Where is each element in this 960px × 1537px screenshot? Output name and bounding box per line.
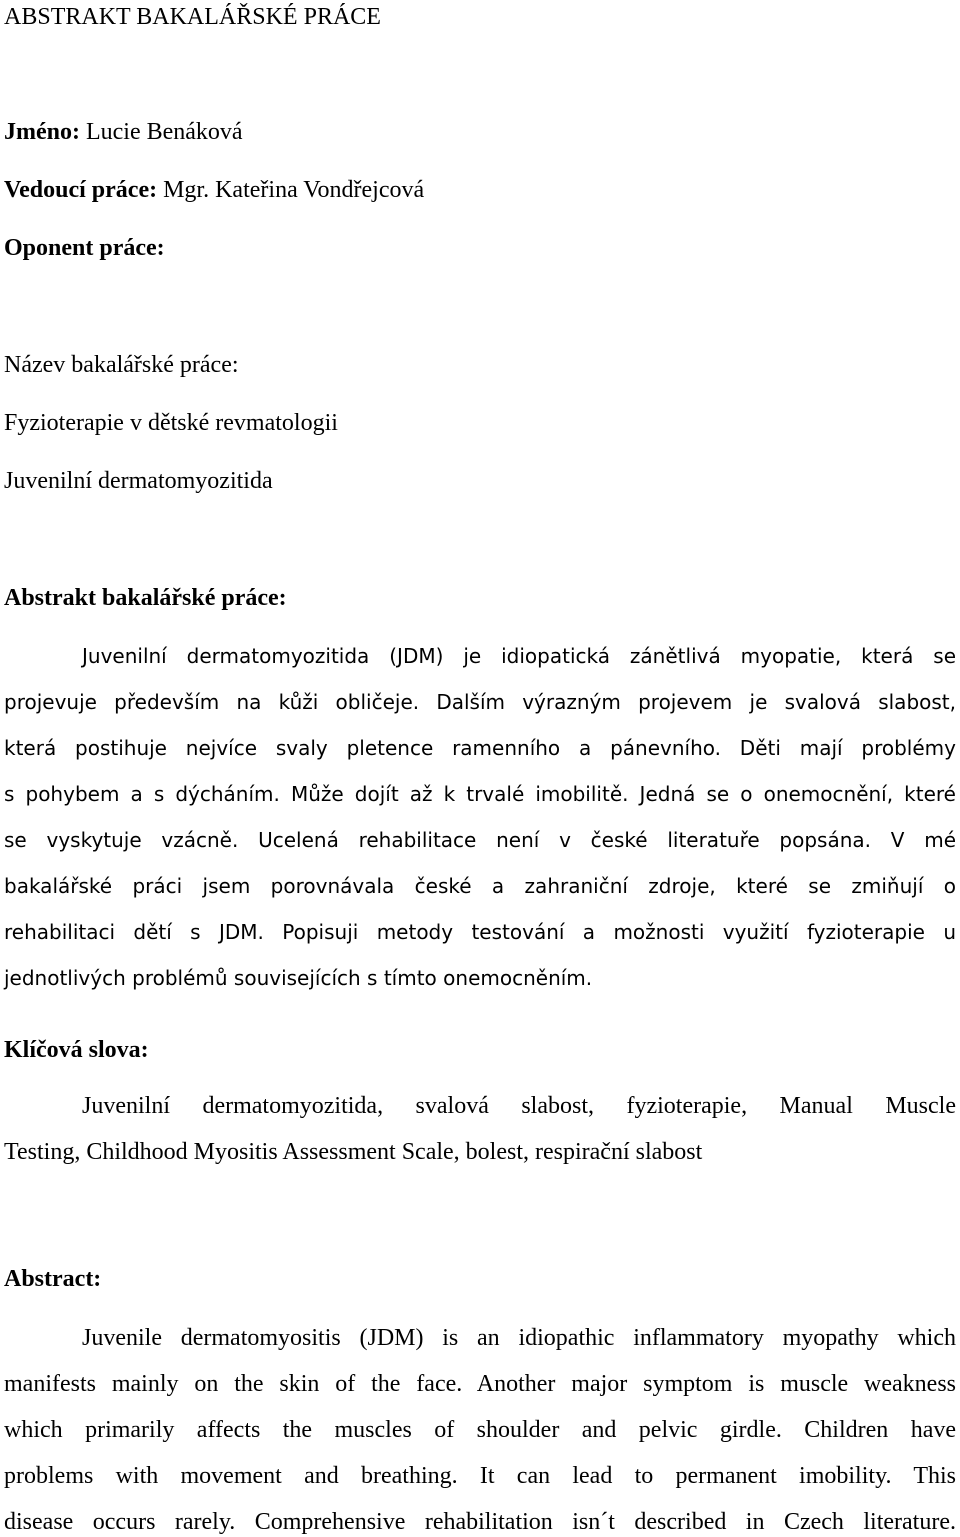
thesis-title-label: Název bakalářské práce:: [4, 352, 239, 378]
abstract-en-label: Abstract:: [4, 1266, 102, 1292]
paragraph-line: Juvenilní dermatomyozitida, svalová slabost, fyzioterapie, Manual Muscle: [82, 1093, 956, 1119]
paragraph-line: disease occurs rarely. Comprehensive rehabilitation isn´t described in Czech literature.: [4, 1509, 956, 1535]
paragraph-line: jednotlivých problémů souvisejících s tímto onemocněním.: [4, 966, 593, 990]
thesis-title-line: Fyzioterapie v dětské revmatologii: [4, 410, 338, 436]
supervisor-label: Vedoucí práce:: [4, 177, 158, 203]
thesis-subtitle-line: Juvenilní dermatomyozitida: [4, 468, 273, 494]
paragraph-line: která postihuje nejvíce svaly pletence ramenního a pánevního. Děti mají problémy: [4, 736, 956, 760]
paragraph-line: Juvenile dermatomyositis (JDM) is an idiopathic inflammatory myopathy which: [82, 1325, 956, 1351]
opponent-label: Oponent práce:: [4, 235, 165, 261]
paragraph-line: Juvenilní dermatomyozitida (JDM) je idiopatická zánětlivá myopatie, která se: [82, 644, 956, 668]
paragraph-line: se vyskytuje vzácně. Ucelená rehabilitace není v české literatuře popsána. V mé: [4, 828, 956, 852]
supervisor-name: Mgr. Kateřina Vondřejcová: [163, 177, 425, 203]
paragraph-line: bakalářské práci jsem porovnávala české a zahraniční zdroje, které se zmiňují o: [4, 874, 956, 898]
supervisor-row: [4, 178, 424, 202]
paragraph-line: rehabilitaci dětí s JDM. Popisuji metody testování a možnosti využití fyzioterapie u: [4, 920, 956, 944]
paragraph-line: projevuje především na kůži obličeje. Dalším výrazným projevem je svalová slabost,: [4, 690, 956, 714]
author-name: Lucie Benáková: [85, 119, 243, 145]
author-row: [4, 120, 243, 144]
document-title: ABSTRAKT BAKALÁŘSKÉ PRÁCE: [4, 4, 381, 30]
paragraph-line: Testing, Childhood Myositis Assessment Scale, bolest, respirační slabost: [4, 1139, 703, 1165]
paragraph-line: which primarily affects the muscles of shoulder and pelvic girdle. Children have: [4, 1417, 956, 1443]
paragraph-line: s pohybem a s dýcháním. Může dojít až k trvalé imobilitě. Jedná se o onemocnění, které: [4, 782, 956, 806]
abstract-cz-label: Abstrakt bakalářské práce:: [4, 585, 287, 611]
paragraph-line: problems with movement and breathing. It can lead to permanent imobility. This: [4, 1463, 956, 1489]
author-label: Jméno:: [4, 119, 80, 145]
paragraph-line: manifests mainly on the skin of the face. Another major symptom is muscle weakness: [4, 1371, 956, 1397]
keywords-label: Klíčová slova:: [4, 1037, 149, 1063]
